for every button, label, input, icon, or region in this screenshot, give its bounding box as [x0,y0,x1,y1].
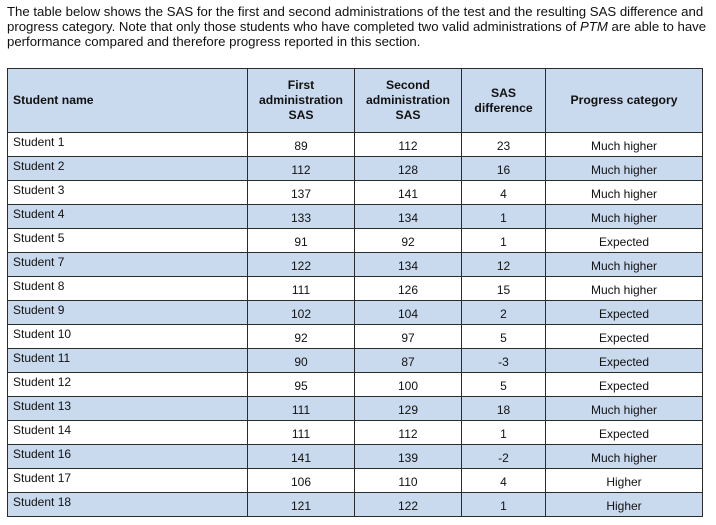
cell-first-sas: 137 [248,181,355,205]
cell-student-name: Student 9 [8,301,248,325]
cell-sas-difference: 4 [462,181,546,205]
cell-first-sas: 91 [248,229,355,253]
cell-sas-difference: 1 [462,205,546,229]
cell-sas-difference: -2 [462,445,546,469]
cell-sas-difference: 1 [462,493,546,517]
header-progress-category: Progress category [546,69,703,133]
cell-progress-category: Expected [546,421,703,445]
cell-sas-difference: 1 [462,421,546,445]
cell-progress-category: Expected [546,301,703,325]
table-body [8,133,703,517]
cell-progress-category: Higher [546,493,703,517]
cell-first-sas: 90 [248,349,355,373]
cell-second-sas: 100 [355,373,462,397]
header-sas-difference: SAS difference [462,69,546,133]
cell-first-sas: 106 [248,469,355,493]
table-row [8,133,703,157]
cell-progress-category: Much higher [546,445,703,469]
header-row [8,69,703,133]
table-row [8,349,703,373]
cell-first-sas: 121 [248,493,355,517]
cell-student-name: Student 18 [8,493,248,517]
cell-second-sas: 141 [355,181,462,205]
cell-sas-difference: -3 [462,349,546,373]
intro-text-before: The table below shows the SAS for the first and second administrations of the test and the resulting SAS difference and progress category. Note that only those students who have completed two valid administrations of [7,4,704,34]
cell-student-name: Student 8 [8,277,248,301]
cell-progress-category: Expected [546,229,703,253]
cell-student-name: Student 16 [8,445,248,469]
cell-student-name: Student 7 [8,253,248,277]
cell-first-sas: 122 [248,253,355,277]
cell-first-sas: 111 [248,421,355,445]
cell-first-sas: 141 [248,445,355,469]
cell-sas-difference: 18 [462,397,546,421]
cell-student-name: Student 5 [8,229,248,253]
table-row [8,205,703,229]
cell-sas-difference: 16 [462,157,546,181]
cell-student-name: Student 3 [8,181,248,205]
cell-student-name: Student 11 [8,349,248,373]
table-row [8,229,703,253]
cell-second-sas: 97 [355,325,462,349]
cell-student-name: Student 10 [8,325,248,349]
table-row [8,277,703,301]
header-first-sas: First administration SAS [248,69,355,133]
cell-student-name: Student 14 [8,421,248,445]
intro-ptm: PTM [580,19,608,34]
cell-second-sas: 112 [355,133,462,157]
cell-sas-difference: 12 [462,253,546,277]
cell-progress-category: Much higher [546,205,703,229]
cell-progress-category: Much higher [546,397,703,421]
table-row [8,325,703,349]
intro-text [7,4,707,49]
cell-second-sas: 110 [355,469,462,493]
cell-second-sas: 134 [355,205,462,229]
cell-first-sas: 133 [248,205,355,229]
cell-second-sas: 128 [355,157,462,181]
cell-student-name: Student 13 [8,397,248,421]
cell-progress-category: Much higher [546,181,703,205]
cell-first-sas: 92 [248,325,355,349]
cell-progress-category: Much higher [546,157,703,181]
cell-first-sas: 112 [248,157,355,181]
cell-second-sas: 87 [355,349,462,373]
cell-sas-difference: 4 [462,469,546,493]
cell-sas-difference: 23 [462,133,546,157]
cell-progress-category: Expected [546,325,703,349]
table-row [8,397,703,421]
cell-student-name: Student 1 [8,133,248,157]
table-row [8,445,703,469]
cell-sas-difference: 2 [462,301,546,325]
table-row [8,301,703,325]
table-row [8,253,703,277]
cell-second-sas: 129 [355,397,462,421]
cell-progress-category: Expected [546,373,703,397]
cell-sas-difference: 5 [462,325,546,349]
cell-sas-difference: 1 [462,229,546,253]
table-row [8,373,703,397]
cell-student-name: Student 4 [8,205,248,229]
cell-second-sas: 139 [355,445,462,469]
cell-second-sas: 112 [355,421,462,445]
table-row [8,421,703,445]
header-student-name: Student name [8,69,248,133]
cell-first-sas: 89 [248,133,355,157]
cell-progress-category: Expected [546,349,703,373]
cell-progress-category: Much higher [546,277,703,301]
table-row [8,157,703,181]
intro-paragraph [7,4,707,49]
sas-table [7,68,703,517]
cell-second-sas: 104 [355,301,462,325]
cell-sas-difference: 5 [462,373,546,397]
cell-second-sas: 122 [355,493,462,517]
table-row [8,181,703,205]
cell-second-sas: 126 [355,277,462,301]
cell-progress-category: Much higher [546,253,703,277]
cell-second-sas: 134 [355,253,462,277]
table-header [8,69,703,133]
intro-text-after: are able to have performance compared and therefore progress reported in this section. [7,19,707,49]
cell-first-sas: 95 [248,373,355,397]
cell-second-sas: 92 [355,229,462,253]
header-second-sas: Second administration SAS [355,69,462,133]
table-row [8,493,703,517]
cell-progress-category: Higher [546,469,703,493]
cell-first-sas: 111 [248,397,355,421]
table-row [8,469,703,493]
cell-student-name: Student 2 [8,157,248,181]
cell-progress-category: Much higher [546,133,703,157]
cell-student-name: Student 12 [8,373,248,397]
cell-sas-difference: 15 [462,277,546,301]
cell-first-sas: 102 [248,301,355,325]
cell-student-name: Student 17 [8,469,248,493]
cell-first-sas: 111 [248,277,355,301]
